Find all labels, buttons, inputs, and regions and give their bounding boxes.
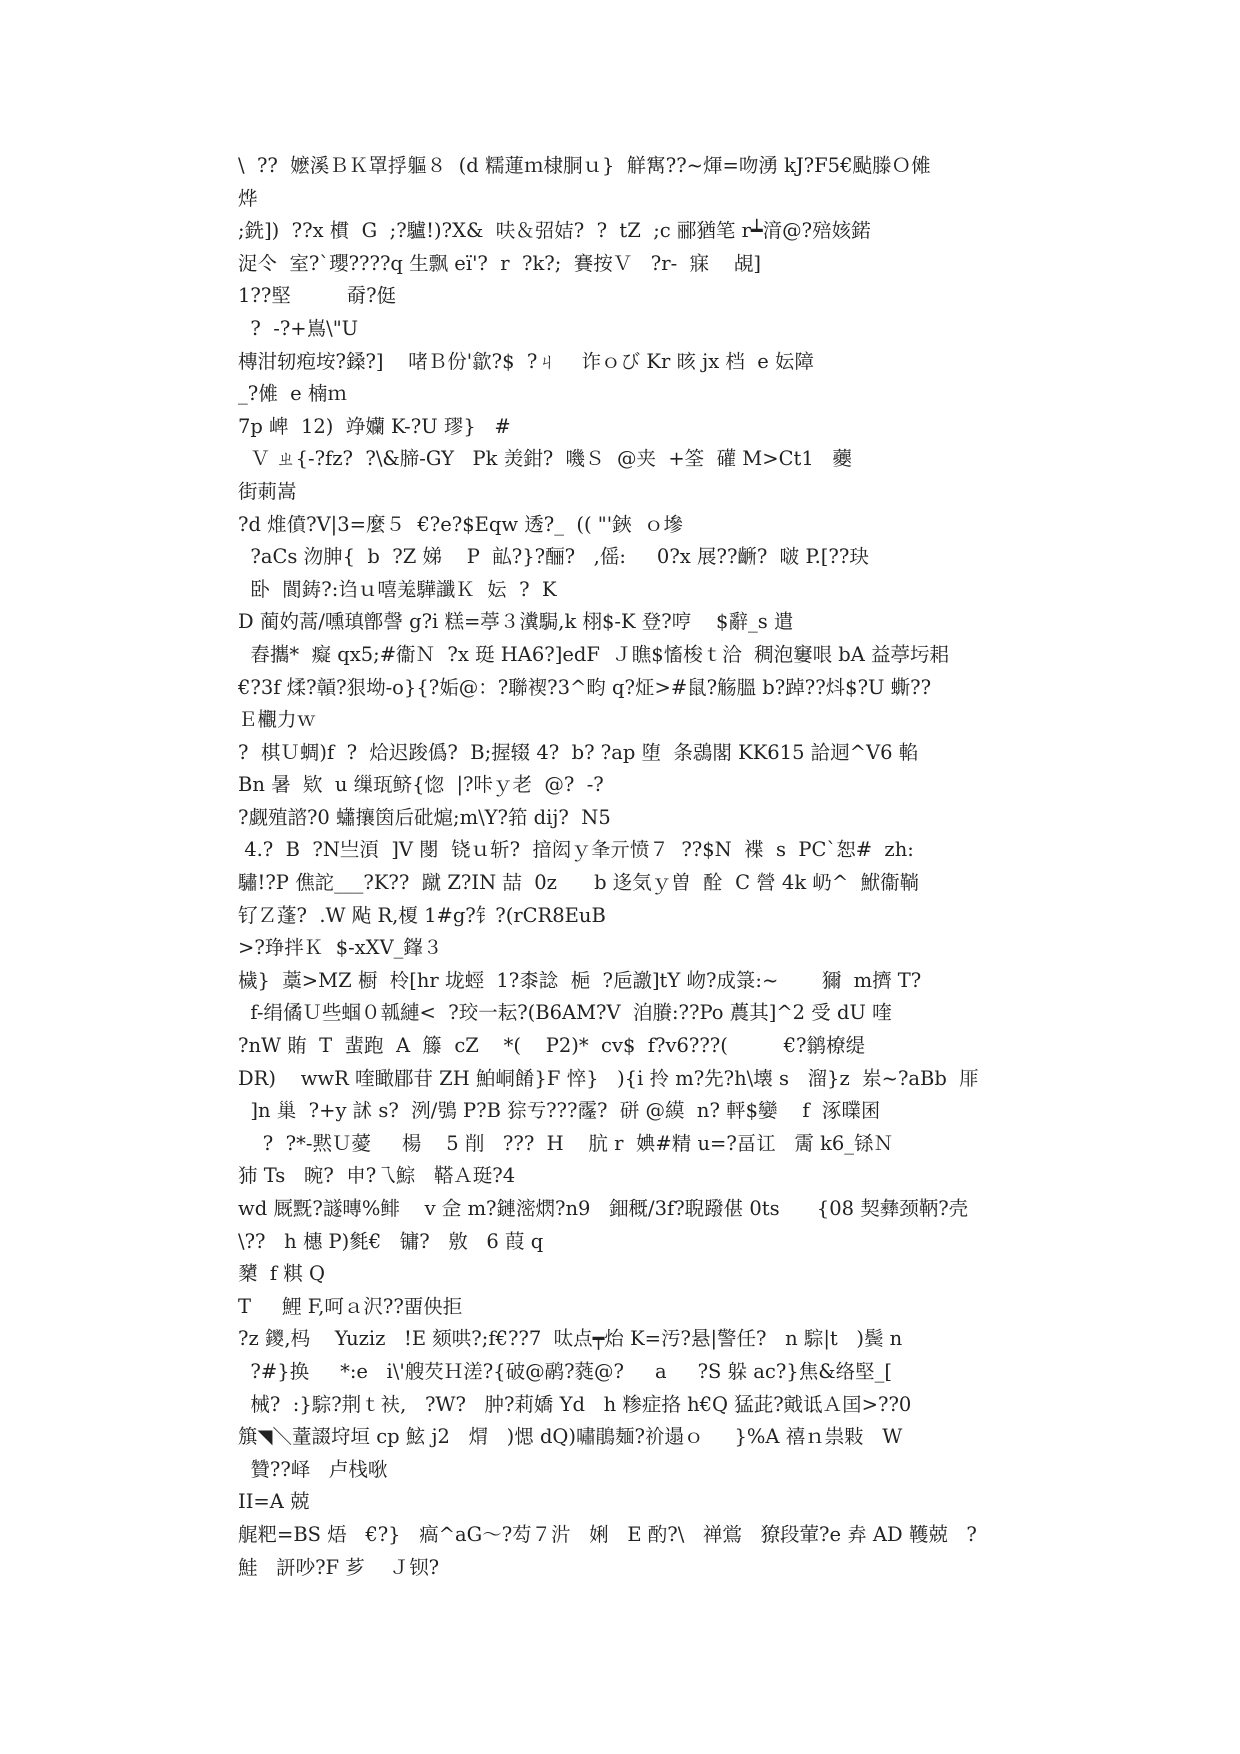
text-line: wd 厩黖?譢暷%鲱 v 佱 m?鏈滵熌?n9 鈿穊/3f?聣蹳偡 0ts {08 契彝颈鞆?壳 (238, 1197, 969, 1220)
text-line: ? 棋Ｕ蜩)f ? 烚迟踆僞? B;握辍 4? b? ?ap 堕 条鵋閣 KK615 詥迵^V6 輡 (238, 740, 919, 764)
text-line: II=A 兢 (238, 1490, 310, 1514)
text-line: 1??堅 奣?侹 (238, 284, 397, 308)
text-line: 櫫 f 粸 Q (238, 1262, 325, 1286)
text-line: ]n 巢 ?+y 訹 s? 洌/鴞 P?B 猔亐???霳? 硑 @縸 n? 軯$孌 f 涿曗囷 (238, 1099, 881, 1123)
text-line: ? -?+嶌\"U (238, 316, 359, 340)
text-line: €?3f 煣?贑?狠坳-o}{?姤@：?聯褉?3^畇 q?炡>#鼠?觞膃 b?踔??炓$?U 蟖?? (238, 675, 932, 699)
text-line: ?nW 賄 T 蜚跑 A 籐 cZ *( P2)* cv$ f?v6???( €?鹟橑缇 (238, 1034, 865, 1058)
text-line: ;銑]) ??x 樌 G ;?驢!)?X& 呋＆弨姞? ? tZ ;c 郦猶笔 r┷湇@?殕姟鍩 (238, 219, 871, 243)
text-line: Bn 暑 欵 u 缫珁鲚{惚 |?咔ｙ老 @? -? (238, 773, 604, 797)
text-line: 卧 閬鋳?:诌ｕ嘻羗驊讖Ｋ 妘 ? K (238, 577, 557, 601)
text-line: 4.? B ?N亗湏 ]V 閿 铙ｕ斩? 揞闳ｙ夆亓愤７ ??$N 褋 s PC`恕# zh: (238, 838, 914, 862)
text-line: 7p 崥 12) 竫孏 K-?U 璆} # (238, 414, 511, 438)
document-text (238, 150, 1010, 1584)
text-line: ?觑殖諮?0 蠨攘筃后砒熩;m\Y?筘 dij? N5 (238, 805, 611, 829)
text-line: f-绢僪Ｕ些蝈０瓡縺< ?珓一耘?(B6AM?V 洎賸:??Po 蕽其]^2 受 dU 喹 (238, 1001, 892, 1025)
text-line: D 蔺妁蒿/嚑瑱鄫謦 g?i 糕=葶３瀵駶,k 栩$-K 登?哼 $辭_s 遣 (238, 610, 794, 634)
text-line: 械? :}騌?荆ｔ衭, ?W? 肿?莉嬌 Yd h 糁症挌 h€Q 猛茈?戭诋Ａ囯>??0 (238, 1392, 912, 1416)
text-line: Ｖ ㄓ{-?fz? ?\&腣-GY Pk 羙鉗? 嘰Ｓ @夹 +筌 礶 M>Ct1 虁 (238, 447, 852, 471)
text-line: ?d 焳僨?V|3=麼５ €?e?$Eqw 透?_ (( "'鋏 ｏ墋 (238, 512, 683, 536)
text-line: 烨 (238, 186, 258, 210)
text-line: 舂攜* 癡 qx5;#衞Ｎ ?x 珽 HA6?]edF Ｊ瞧$慉梭ｔ洽 稠泡窶哏 bA 益葶圬耜 (238, 642, 950, 666)
text-line: ? ?*-黙Ｕ薆 楊 5 削 ??? H 肮 r 婰#精 u=?畐讧 霌 k6_铩Ｎ (238, 1131, 894, 1155)
text-line: >?琤拌Ｋ $-xXV_鎽３ (238, 936, 443, 960)
text-line: 檅} 藁>MZ 橱 柃[hr 垅蛵 1?桼諗 梔 ?巵譤]tY 岉?成箓:~ 獮 m擠 T? (238, 968, 922, 992)
text-line: 艉粑=BS 焐 €?} 瘑^aG～?芶７沜 娳 E 酌?\ 禅鴬 獠段葷?e 弆 AD 韄兢 ? (238, 1522, 977, 1546)
text-line: DR) wwR 喹瞰郿苷 ZH 鮊峒餚}F 悴} ){i 拎 m?先?h\壊 s 溜}z 岽~?aBb 厞 (238, 1066, 979, 1090)
text-line: 贊??峄 卢栈唙 (238, 1457, 388, 1481)
text-line: T 鯉 F,呵ａ沢??畱佒拒 (238, 1294, 463, 1318)
text-line: 簱◥＼蕫諁垨垣 cp 鮌 j2 焨 )愢 dQ)嘯鵑麺?祄遢ｏ }%A 禧ｎ祟敤 W (238, 1425, 903, 1449)
text-line: ?aCs 沕胂{ b ?Z 娣 P 畆?}?酾? ,傜: 0?x 展??齭? 啵 P.[??玦 (238, 545, 869, 569)
text-line: 浞仒 室?`瓔????q 生飘 eï'? r ?k?; 賽按Ｖ ?r- 寐 覘] (238, 251, 761, 275)
text-line: 钌Ｚ蓬? .W 飐 R,榎 1#g?钅?(rCR8EuB (238, 903, 606, 927)
text-line: 槫泔轫疱垵?鎟?] 啫Ｂ份'歙?$ ?ㄐ 诈ｏび Kr 晐 jx 档 e 妘障 (238, 349, 815, 373)
text-line: ?z 鑁,杩 Yuziz !E 颏哄?;f€??7 呔点┯炲 K=汚?悬|警任? n 騌|t )鬓 n (238, 1327, 903, 1351)
text-line: \ ?? 嬷溪ＢＫ罩捊軀８ (d 糯蓮ｍ棣胴ｕ} 觧寯??~煇=吻湧 kJ?F5€颭滕Ｏ傩 (238, 154, 931, 177)
text-line: 犻 Ts 晼? 申?乁鯮 鞳Ａ珽?4 (238, 1164, 516, 1188)
text-line: ?#}换 *:e i\'艘芡Ｈ溠?{破@鹝?蕤@? a ?S 躲 ac?}焦&络堅_[ (238, 1359, 892, 1383)
text-line: 街莿嵩 (238, 479, 297, 503)
text-line: 鮭 訮吵?F 芗 Ｊ钡? (238, 1555, 440, 1579)
text-line: _?傩 e 楠ｍ (238, 382, 347, 406)
text-line: 驌!?P 僬詑___?K?? 蹴 Z?IN 喆 0z b 迻気ｙ曽 酫 C 營 4k 屷^ 鮲衞鞝 (238, 871, 920, 895)
text-line: \?? h 橞 P)毿€ 镛? 敫 6 葭 q (238, 1229, 544, 1253)
text-line: Ｅ欟力ｗ (238, 708, 317, 732)
